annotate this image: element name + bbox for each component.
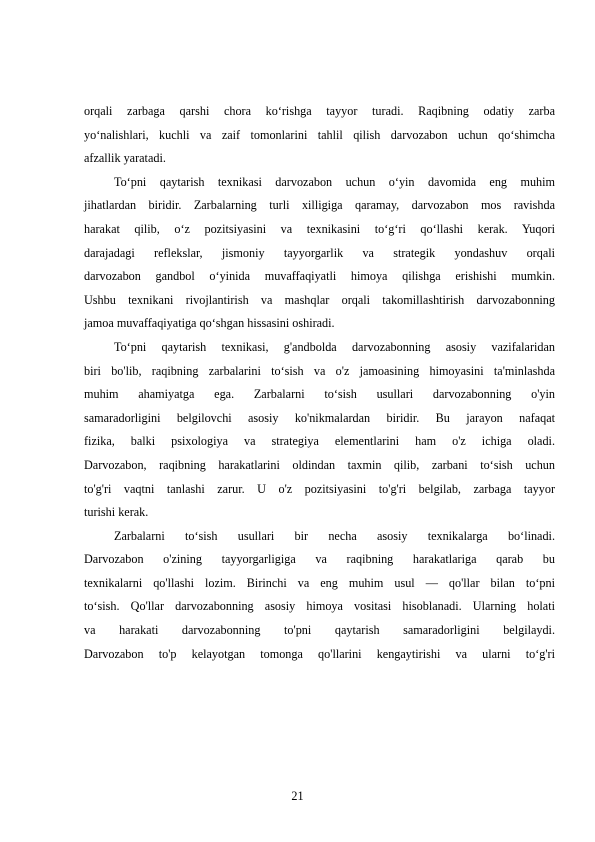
text-line: samaradorligini belgilovchi asosiy ko'nikmalardan biridir. Bu jarayon nafaqat	[84, 410, 555, 425]
text-line: jihatlardan biridir. Zarbalarning turli xilligiga qaramay, darvozabon mos ravishda	[84, 198, 555, 213]
text-line: Zarbalarni to‘sish usullari bir necha asosiy texnikalarga bo‘linadi.	[114, 528, 555, 543]
text-line: muhim ahamiyatga ega. Zarbalarni to‘sish usullari darvozabonning o'yin	[84, 387, 555, 402]
text-line: harakat qilib, o‘z pozitsiyasini va texnikasini to‘g‘ri qo‘llashi kerak. Yuqori	[84, 221, 555, 236]
paragraph	[84, 171, 555, 336]
text-line: darajadagi reflekslar, jismoniy tayyorgarlik va strategik yondashuv orqali	[84, 245, 555, 260]
text-line: afzallik yaratadi.	[84, 151, 166, 166]
text-line: biri bo'lib, raqibning zarbalarini to‘sish va o'z jamoasining himoyasini ta'minlashda	[84, 363, 555, 378]
text-line: yo‘nalishlari, kuchli va zaif tomonlarini tahlil qilish darvozabon uchun qo‘shimcha	[84, 127, 555, 142]
page-number: 21	[291, 789, 304, 803]
text-line: Darvozabon o'zining tayyorgarligiga va raqibning harakatlariga qarab bu	[84, 552, 555, 567]
paragraph	[84, 336, 555, 525]
text-line: turishi kerak.	[84, 505, 149, 520]
text-line: orqali zarbaga qarshi chora ko‘rishga tayyor turadi. Raqibning odatiy zarba	[84, 104, 555, 118]
text-line: jamoa muvaffaqiyatiga qo‘shgan hissasini oshiradi.	[84, 316, 335, 331]
text-line: texnikalarni qo'llashi lozim. Birinchi va eng muhim usul — qo'llar bilan to‘pni	[84, 575, 555, 590]
text-line: Darvozabon, raqibning harakatlarini oldindan taxmin qilib, zarbani to‘sish uchun	[84, 457, 555, 472]
text-line: darvozabon gandbol o‘yinida muvaffaqiyatli himoya qilishga erishishi mumkin.	[84, 269, 555, 284]
body-text	[84, 100, 555, 666]
text-line: fizika, balki psixologiya va strategiya elementlarini ham o'z ichiga oladi.	[84, 434, 555, 449]
text-line: To‘pni qaytarish texnikasi, g'andbolda darvozabonning asosiy vazifalaridan	[114, 339, 555, 354]
text-line: Darvozabon to'p kelayotgan tomonga qo'llarini kengaytirishi va ularni to‘g'ri	[84, 646, 555, 661]
text-line: to'g'ri vaqtni tanlashi zarur. U o'z pozitsiyasini to'g'ri belgilab, zarbaga tayyor	[84, 481, 555, 496]
text-line: va harakati darvozabonning to'pni qaytarish samaradorligini belgilaydi.	[84, 623, 555, 638]
paragraph	[84, 525, 555, 667]
text-line: Ushbu texnikani rivojlantirish va mashqlar orqali takomillashtirish darvozabonning	[84, 292, 555, 307]
text-line: To‘pni qaytarish texnikasi darvozabon uchun o‘yin davomida eng muhim	[114, 174, 555, 189]
paragraph	[84, 100, 555, 171]
text-line: to‘sish. Qo'llar darvozabonning asosiy himoya vositasi hisoblanadi. Ularning holati	[84, 599, 555, 614]
